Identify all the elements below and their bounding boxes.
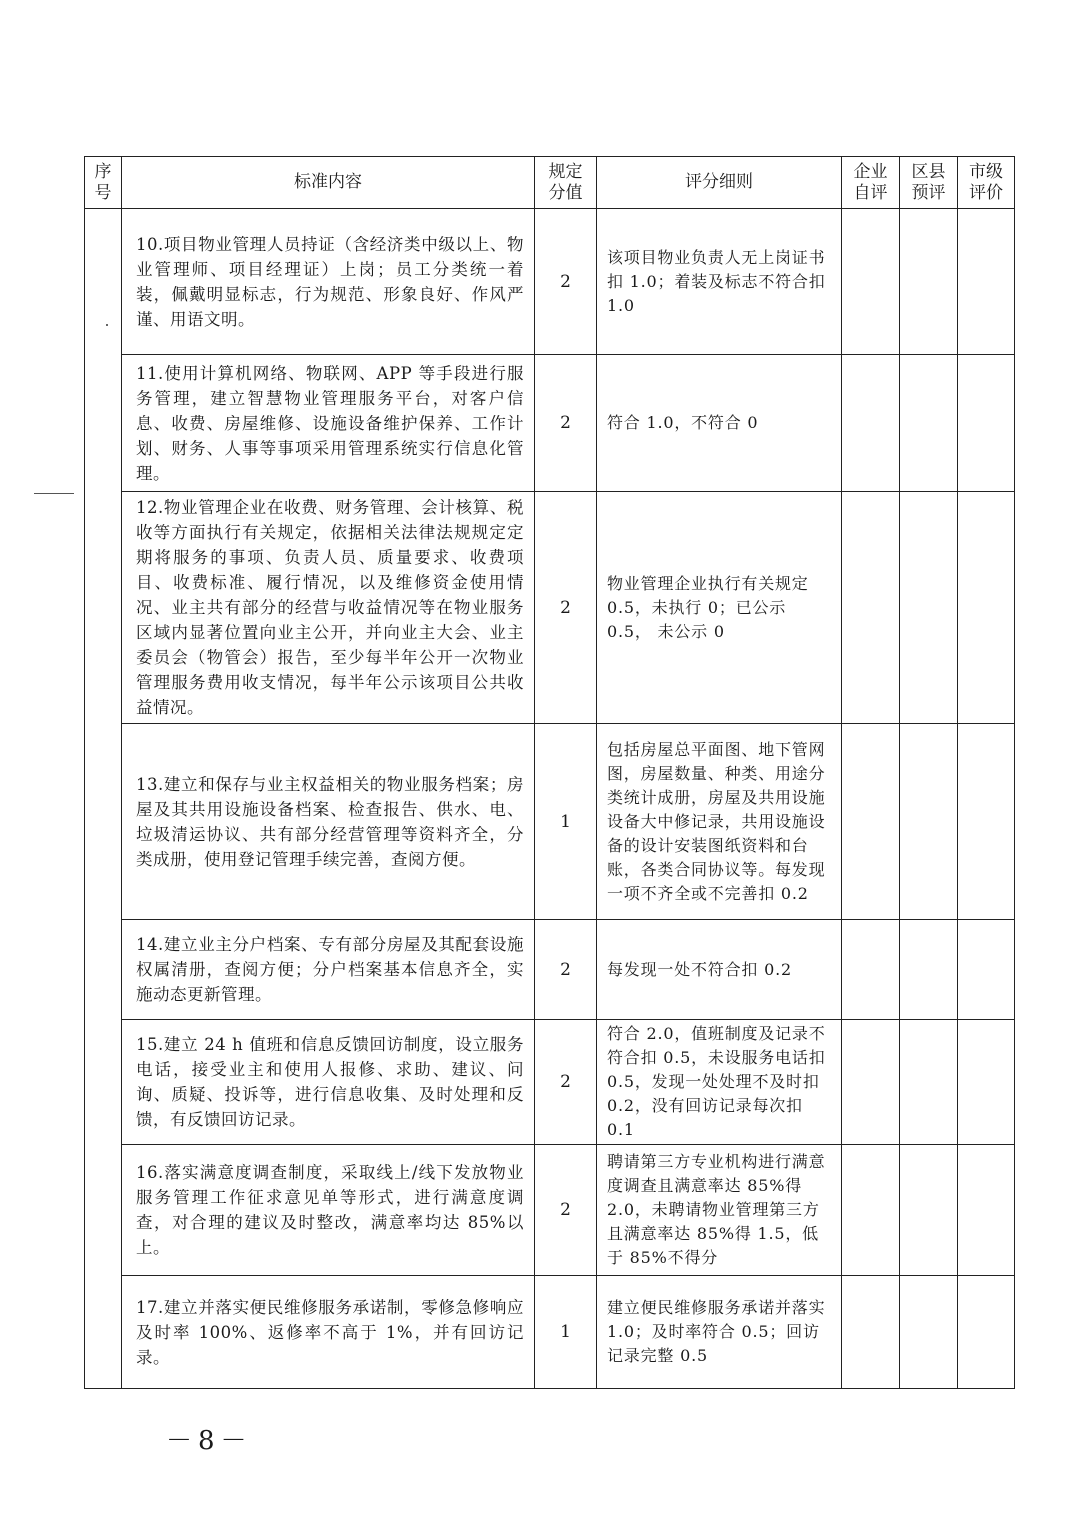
- header-seq: 序 号: [85, 157, 122, 209]
- header-score: 规定 分值: [535, 157, 597, 209]
- score-value: 2: [535, 355, 597, 492]
- header-detail: 评分细则: [597, 157, 842, 209]
- self-eval-cell: [842, 1020, 900, 1145]
- district-eval-cell: [900, 355, 958, 492]
- scoring-detail: 建立便民维修服务承诺并落实 1.0；及时率符合 0.5；回访记录完整 0.5: [597, 1276, 842, 1389]
- page-number: －8－: [166, 1426, 253, 1456]
- standard-content: 14.建立业主分户档案、专有部分房屋及其配套设施权属清册，查阅方便；分户档案基本信息齐全，实施动态更新管理。: [122, 920, 535, 1020]
- table-row: [85, 724, 1015, 920]
- city-eval-cell: [958, 920, 1015, 1020]
- scoring-detail: 该项目物业负责人无上岗证书扣 1.0；着装及标志不符合扣 1.0: [597, 209, 842, 355]
- header-content: 标准内容: [122, 157, 535, 209]
- city-eval-cell: [958, 724, 1015, 920]
- scoring-detail: 物业管理企业执行有关规定 0.5，未执行 0；已公示 0.5， 未公示 0: [597, 492, 842, 724]
- scoring-detail: 聘请第三方专业机构进行满意度调查且满意率达 85%得 2.0，未聘请物业管理第三方且满意率达 85%得 1.5，低于 85%不得分: [597, 1145, 842, 1276]
- self-eval-cell: [842, 209, 900, 355]
- table-row: [85, 355, 1015, 492]
- table-row: [85, 1276, 1015, 1389]
- district-eval-cell: [900, 920, 958, 1020]
- city-eval-cell: [958, 1145, 1015, 1276]
- district-eval-cell: [900, 209, 958, 355]
- standard-content: 10.项目物业管理人员持证（含经济类中级以上、物业管理师、项目经理证）上岗；员工分类统一着装，佩戴明显标志，行为规范、形象良好、作风严谨、用语文明。: [122, 209, 535, 355]
- table-row: [85, 920, 1015, 1020]
- scoring-detail: 符合 2.0，值班制度及记录不符合扣 0.5，未设服务电话扣 0.5，发现一处处理不及时扣 0.2，没有回访记录每次扣 0.1: [597, 1020, 842, 1145]
- district-eval-cell: [900, 1020, 958, 1145]
- table-row: [85, 1020, 1015, 1145]
- scoring-detail: 每发现一处不符合扣 0.2: [597, 920, 842, 1020]
- self-eval-cell: [842, 1276, 900, 1389]
- seq-cell: [85, 209, 122, 1389]
- standard-content: 13.建立和保存与业主权益相关的物业服务档案；房屋及其共用设施设备档案、检查报告、供水、电、垃圾清运协议、共有部分经营管理等资料齐全，分类成册，使用登记管理手续完善，查阅方便。: [122, 724, 535, 920]
- score-value: 2: [535, 492, 597, 724]
- score-value: 2: [535, 1145, 597, 1276]
- score-value: 1: [535, 1276, 597, 1389]
- district-eval-cell: [900, 1276, 958, 1389]
- city-eval-cell: [958, 492, 1015, 724]
- scan-margin-mark: [34, 493, 74, 494]
- district-eval-cell: [900, 492, 958, 724]
- header-self-eval: 企业 自评: [842, 157, 900, 209]
- standard-content: 16.落实满意度调查制度，采取线上/线下发放物业服务管理工作征求意见单等形式，进行满意度调查，对合理的建议及时整改，满意率均达 85%以上。: [122, 1145, 535, 1276]
- self-eval-cell: [842, 920, 900, 1020]
- header-city-eval: 市级 评价: [958, 157, 1015, 209]
- district-eval-cell: [900, 724, 958, 920]
- self-eval-cell: [842, 492, 900, 724]
- score-value: 2: [535, 209, 597, 355]
- standard-content: 11.使用计算机网络、物联网、APP 等手段进行服务管理，建立智慧物业管理服务平台，对客户信息、收费、房屋维修、设施设备维护保养、工作计划、财务、人事等事项采用管理系统实行信息化管理。: [122, 355, 535, 492]
- city-eval-cell: [958, 209, 1015, 355]
- self-eval-cell: [842, 1145, 900, 1276]
- city-eval-cell: [958, 1020, 1015, 1145]
- score-value: 1: [535, 724, 597, 920]
- table-row: [85, 1145, 1015, 1276]
- district-eval-cell: [900, 1145, 958, 1276]
- scoring-detail: 包括房屋总平面图、地下管网图，房屋数量、种类、用途分类统计成册，房屋及共用设施设备大中修记录，共用设施设备的设计安装图纸资料和台账，各类合同协议等。每发现一项不齐全或不完善扣 0.2: [597, 724, 842, 920]
- self-eval-cell: [842, 355, 900, 492]
- score-value: 2: [535, 920, 597, 1020]
- city-eval-cell: [958, 355, 1015, 492]
- self-eval-cell: [842, 724, 900, 920]
- table-row: [85, 492, 1015, 724]
- standard-content: 15.建立 24 h 值班和信息反馈回访制度，设立服务电话，接受业主和使用人报修、求助、建议、问询、质疑、投诉等，进行信息收集、及时处理和反馈，有反馈回访记录。: [122, 1020, 535, 1145]
- score-value: 2: [535, 1020, 597, 1145]
- standard-content: 17.建立并落实便民维修服务承诺制，零修急修响应及时率 100%、返修率不高于 1%，并有回访记录。: [122, 1276, 535, 1389]
- standard-content: 12.物业管理企业在收费、财务管理、会计核算、税收等方面执行有关规定，依据相关法律法规规定定期将服务的事项、负责人员、质量要求、收费项目、收费标准、履行情况，以及维修资金使用情况、业主共有部分的经营与收益情况等在物业服务区域内显著位置向业主公开，并向业主大会、业主委员会（物管会）报告，至少每半年公开一次物业管理服务费用收支情况，每半年公示该项目公共收益情况。: [122, 492, 535, 724]
- header-district-eval: 区县 预评: [900, 157, 958, 209]
- table-header-row: [85, 157, 1015, 209]
- scoring-detail: 符合 1.0，不符合 0: [597, 355, 842, 492]
- table-row: [85, 209, 1015, 355]
- city-eval-cell: [958, 1276, 1015, 1389]
- standards-table: [84, 156, 1015, 1389]
